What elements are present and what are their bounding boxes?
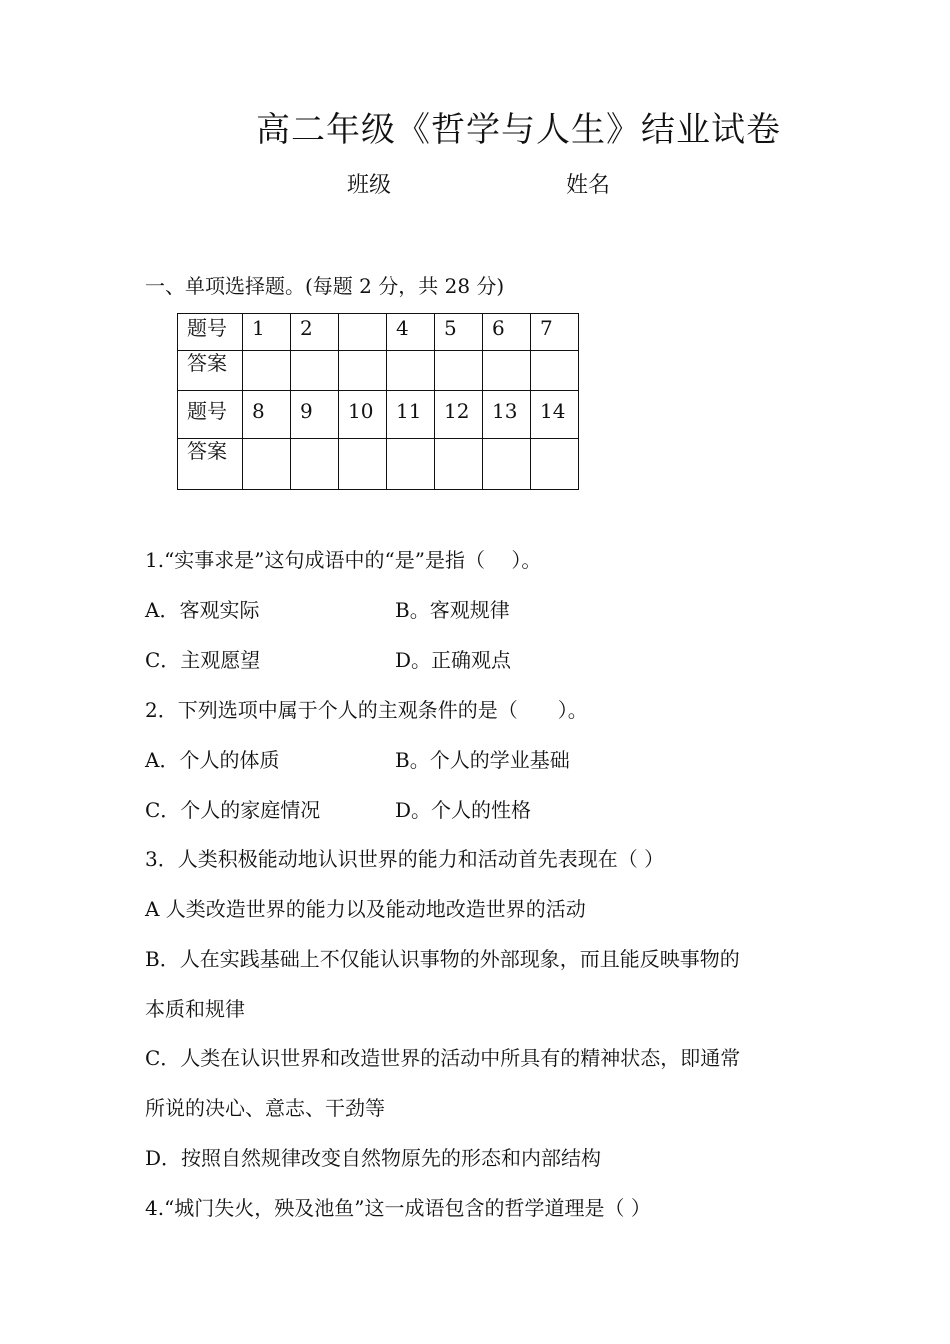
- table-header-cell: 答案: [178, 351, 243, 391]
- question-number-cell: 11: [387, 391, 435, 439]
- answer-cell[interactable]: [531, 439, 579, 490]
- answer-cell[interactable]: [435, 351, 483, 391]
- class-label: 班级: [347, 173, 392, 198]
- answer-cell[interactable]: [387, 351, 435, 391]
- question-number-cell: 9: [291, 391, 339, 439]
- question-2-option-a: A．个人的体质: [145, 748, 280, 772]
- answer-cell[interactable]: [531, 351, 579, 391]
- question-3-option-a: A 人类改造世界的能力以及能动地改造世界的活动: [145, 897, 586, 921]
- question-number-cell: 2: [291, 314, 339, 351]
- question-2-option-c: C．个人的家庭情况: [145, 798, 321, 822]
- section-heading: 一、单项选择题。(每题 2 分，共 28 分): [145, 274, 505, 298]
- question-number-cell: 14: [531, 391, 579, 439]
- table-header-cell: 题号: [178, 391, 243, 439]
- table-row: [178, 439, 579, 490]
- question-1-option-c: C．主观愿望: [145, 648, 261, 672]
- question-number-cell: 5: [435, 314, 483, 351]
- answer-cell[interactable]: [387, 439, 435, 490]
- answer-table: [177, 313, 579, 490]
- question-number-cell: 12: [435, 391, 483, 439]
- question-number-cell: 1: [243, 314, 291, 351]
- table-row: [178, 351, 579, 391]
- question-1-option-b: B。客观规律: [395, 598, 510, 622]
- table-row: [178, 391, 579, 439]
- name-label: 姓名: [566, 173, 611, 198]
- page-title: 高二年级《哲学与人生》结业试卷: [256, 110, 781, 150]
- answer-cell[interactable]: [483, 439, 531, 490]
- question-number-cell: 7: [531, 314, 579, 351]
- question-3-option-b-line2: 本质和规律: [145, 997, 245, 1021]
- question-3-option-b-line1: B．人在实践基础上不仅能认识事物的外部现象，而且能反映事物的: [145, 947, 740, 971]
- question-number-cell: 13: [483, 391, 531, 439]
- answer-cell[interactable]: [339, 439, 387, 490]
- question-1-stem: 1.“实事求是”这句成语中的“是”是指（ ）。: [145, 548, 542, 572]
- question-4-stem: 4.“城门失火，殃及池鱼”这一成语包含的哲学道理是（ ）: [145, 1196, 651, 1220]
- answer-cell[interactable]: [291, 351, 339, 391]
- question-3-option-c-line2: 所说的决心、意志、干劲等: [145, 1096, 385, 1120]
- answer-cell[interactable]: [483, 351, 531, 391]
- table-header-cell: 题号: [178, 314, 243, 351]
- question-number-cell: 8: [243, 391, 291, 439]
- answer-cell[interactable]: [243, 439, 291, 490]
- table-header-cell: 答案: [178, 439, 243, 490]
- answer-cell[interactable]: [291, 439, 339, 490]
- table-row: [178, 314, 579, 351]
- question-number-cell: 10: [339, 391, 387, 439]
- answer-cell[interactable]: [243, 351, 291, 391]
- question-3-option-d: D．按照自然规律改变自然物原先的形态和内部结构: [145, 1146, 602, 1170]
- question-1-option-d: D。正确观点: [395, 648, 512, 672]
- answer-cell[interactable]: [339, 351, 387, 391]
- question-number-cell: 6: [483, 314, 531, 351]
- question-number-cell: 4: [387, 314, 435, 351]
- answer-cell[interactable]: [435, 439, 483, 490]
- question-number-cell: [339, 314, 387, 351]
- question-3-option-c-line1: C．人类在认识世界和改造世界的活动中所具有的精神状态，即通常: [145, 1046, 741, 1070]
- question-1-option-a: A．客观实际: [145, 598, 260, 622]
- question-3-stem: 3．人类积极能动地认识世界的能力和活动首先表现在（ ）: [145, 847, 665, 871]
- question-2-stem: 2．下列选项中属于个人的主观条件的是（ ）。: [145, 698, 588, 722]
- question-2-option-d: D。个人的性格: [395, 798, 532, 822]
- question-2-option-b: B。个人的学业基础: [395, 748, 570, 772]
